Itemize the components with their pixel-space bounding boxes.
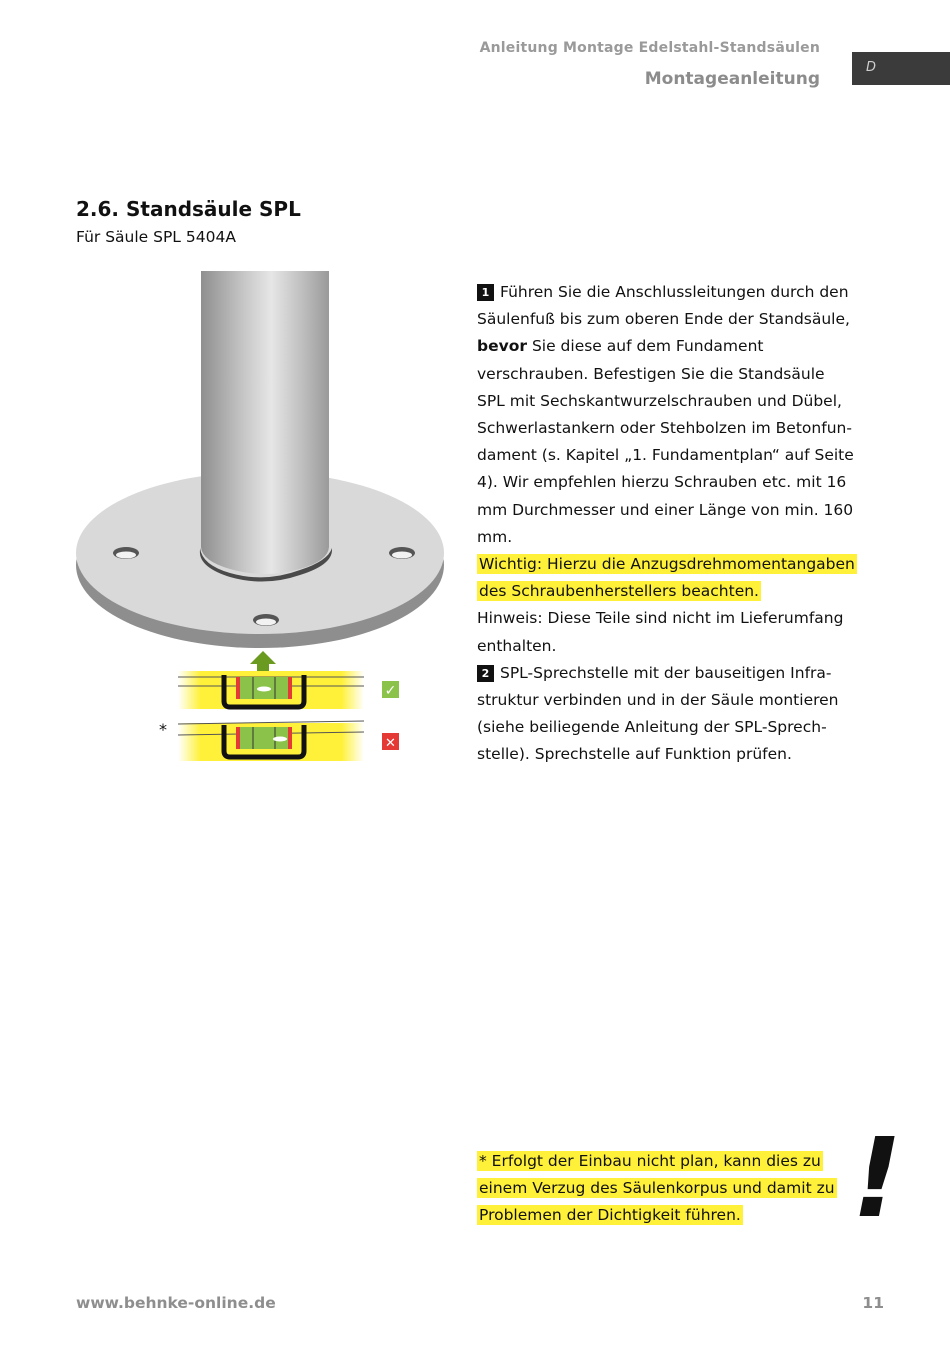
step-1-bold: bevor (477, 337, 528, 356)
header-subtitle: Anleitung Montage Edelstahl-Standsäulen (479, 40, 820, 56)
level-incorrect (178, 721, 364, 761)
language-tab (852, 52, 950, 85)
header-title: Montageanleitung (644, 69, 820, 89)
check-icon (382, 681, 399, 699)
step-1-text-post: Sie diese auf dem Fundament verschrauben. Befestigen Sie die Standsäule SPL mit Sechskantwurzelschrauben und Dübel, Schwerlastankern oder Stehbolzen im Betonfundament (s. Kapitel „1. Fundamentplan“ auf Seite 4). Wir empfehlen hierzu Schrauben etc. mit 16 mm Durchmesser und einer Länge von min. 160 mm. (477, 337, 854, 546)
step-1-hint: Hinweis: Diese Teile sind nicht im Lieferumfang enthalten. (477, 609, 844, 655)
page-number: 11 (862, 1294, 884, 1312)
step-2-text: SPL-Sprechstelle mit der bauseitigen Infrastruktur verbinden und in der Säule montieren (siehe beiliegende Anleitung der SPL-Sprechstelle). Sprechstelle auf Funktion prüfen. (477, 663, 839, 764)
mounting-illustration (70, 265, 460, 770)
exclamation-icon: ! (852, 1114, 903, 1242)
important-highlight: Wichtig: Hierzu die Anzugsdrehmomentangaben des Schraubenherstellers beachten. (479, 555, 855, 601)
mounting-figure (70, 265, 460, 774)
step-1 (477, 279, 857, 551)
warning-note (477, 1148, 847, 1230)
footer-url: www.behnke-online.de (76, 1294, 276, 1312)
section-subtitle: Für Säule SPL 5404A (76, 228, 236, 246)
step-2-number: 2 (477, 665, 494, 682)
ok-mark: ✓ (384, 683, 397, 699)
up-arrow-icon (250, 651, 276, 673)
instructions-text (477, 279, 857, 769)
language-label: D (866, 60, 877, 75)
step-2 (477, 660, 857, 769)
bad-mark: ✕ (385, 736, 396, 751)
section-title: 2.6. Standsäule SPL (76, 197, 301, 221)
level-correct (178, 671, 364, 709)
pole (200, 271, 332, 582)
asterisk-label: * (159, 720, 167, 739)
step-1-text-pre: Führen Sie die Anschlussleitungen durch den Säulenfuß bis zum oberen Ende der Standsäule, (477, 283, 850, 329)
warning-note-text: * Erfolgt der Einbau nicht plan, kann dies zu einem Verzug des Säulenkorpus und damit zu Problemen der Dichtigkeit führen. (479, 1152, 835, 1225)
step-1-number: 1 (477, 284, 494, 301)
step-1-important (477, 551, 857, 605)
cross-icon (382, 733, 399, 751)
